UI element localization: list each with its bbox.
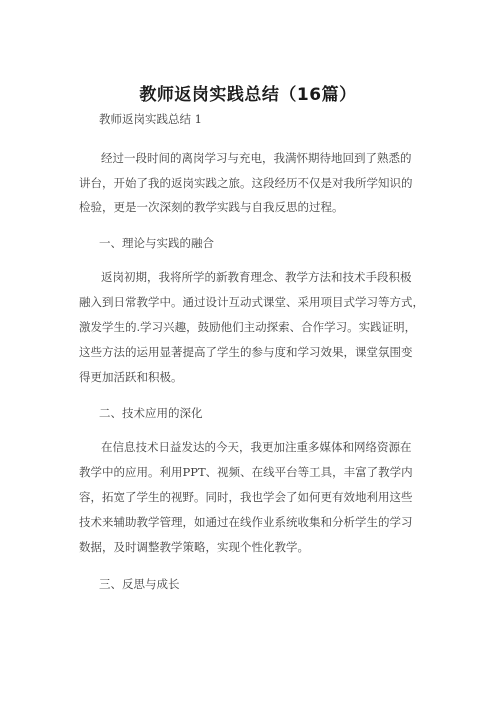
section-heading: 二、技术应用的深化 <box>99 406 203 420</box>
paragraph-line: 数据，及时调整教学策略，实现个性化教学。 <box>79 540 309 554</box>
paragraph-line: 检验，更是一次深刻的教学实践与自我反思的过程。 <box>79 200 344 214</box>
paragraph-line: 容，拓宽了学生的视野。同时，我也学会了如何更有效地利用这些 <box>79 490 413 504</box>
document-subtitle: 教师返岗实践总结 1 <box>99 112 202 126</box>
paragraph-line: 讲台，开始了我的返岗实践之旅。这段经历不仅是对我所学知识的 <box>79 176 413 190</box>
paragraph-line: 返岗初期，我将所学的新教育理念、教学方法和技术手段积极 <box>101 270 412 284</box>
paragraph-line: 在信息技术日益发达的今天，我更加注重多媒体和网络资源在 <box>101 440 412 454</box>
paragraph-line: 激发学生的.学习兴趣，鼓励他们主动探索、合作学习。实践证明， <box>79 320 417 334</box>
paragraph-line: 融入到日常教学中。通过设计互动式课堂、采用项目式学习等方式， <box>79 295 424 309</box>
section-heading: 一、理论与实践的融合 <box>99 236 214 250</box>
paragraph-line: 经过一段时间的离岗学习与充电，我满怀期待地回到了熟悉的 <box>101 151 412 165</box>
paragraph-line: 这些方法的运用显著提高了学生的参与度和学习效果，课堂氛围变 <box>79 345 413 359</box>
document-title: 教师返岗实践总结（16篇） <box>139 85 357 105</box>
paragraph-line: 教学中的应用。利用PPT、视频、在线平台等工具，丰富了教学内 <box>79 465 413 479</box>
paragraph-line: 技术来辅助教学管理，如通过在线作业系统收集和分析学生的学习 <box>79 515 413 529</box>
paragraph-line: 得更加活跃和积极。 <box>79 370 183 384</box>
section-heading: 三、反思与成长 <box>99 577 180 591</box>
